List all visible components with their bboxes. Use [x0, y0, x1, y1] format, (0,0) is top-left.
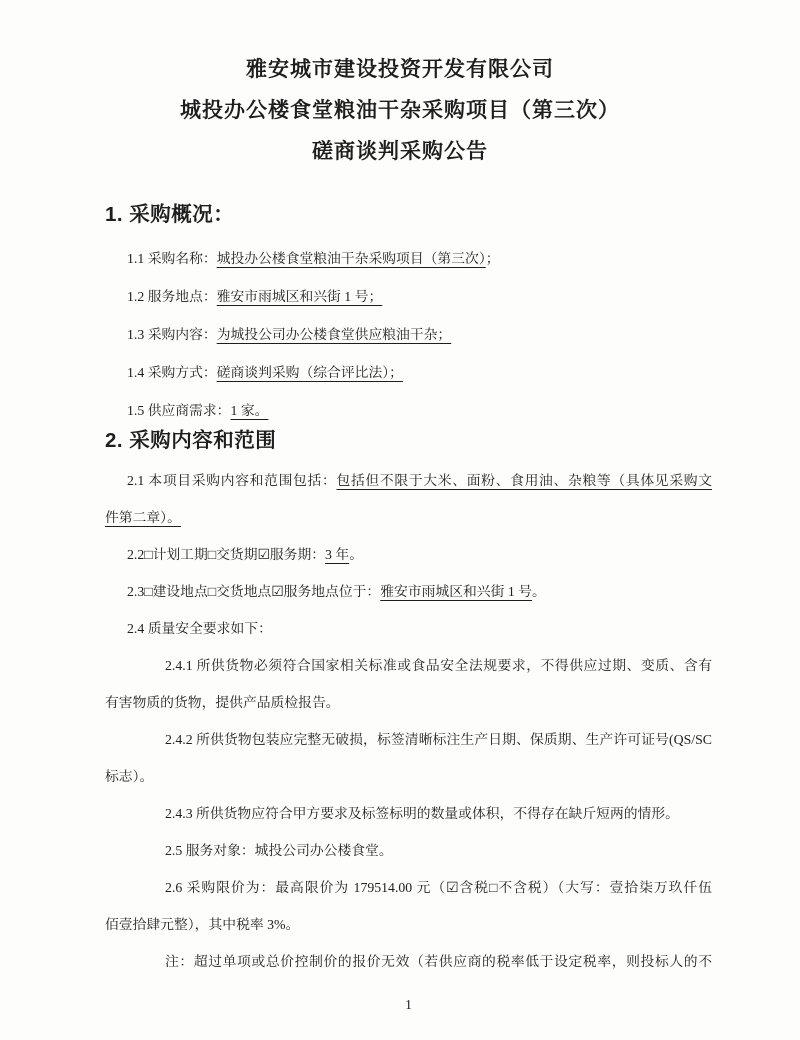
line-text: 2.1 本项目采购内容和范围包括： — [127, 473, 337, 488]
line-text: 2.4 质量安全要求如下： — [127, 621, 272, 636]
line-text: 1.3 采购内容： — [127, 327, 217, 342]
line-text: 标志）。 — [105, 769, 154, 784]
underlined-value: 雅安市雨城区和兴街 1 号 — [380, 584, 532, 599]
doc-line — [105, 869, 712, 906]
line-text: 2.2□计划工期□交货期☑服务期： — [127, 547, 326, 562]
doc-line — [105, 684, 712, 721]
line-text: 。 — [349, 547, 363, 562]
line-text: 1.2 服务地点： — [127, 289, 217, 304]
line-text: 1.1 采购名称： — [127, 251, 217, 266]
title-line-project: 城投办公楼食堂粮油干杂采购项目（第三次） — [180, 98, 620, 122]
line-text: 2.5 服务对象：城投公司办公楼食堂。 — [165, 843, 393, 858]
line-text: 注：超过单项或总价控制价的报价无效（若供应商的税率低于设定税率，则投标人的不 — [165, 954, 712, 969]
line-text: 2.4.1 所供货物必须符合国家相关标准或食品安全法规要求，不得供应过期、变质、含有 — [165, 658, 712, 673]
doc-line — [105, 906, 712, 943]
section-heading: 2. 采购内容和范围 — [105, 429, 277, 452]
title-line-company: 雅安城市建设投资开发有限公司 — [246, 57, 554, 81]
doc-line — [105, 316, 712, 354]
underlined-value: 雅安市雨城区和兴街 1 号； — [216, 289, 383, 304]
doc-line — [105, 795, 712, 832]
line-text: 2.3□建设地点□交货地点☑服务地点位于： — [127, 584, 381, 599]
underlined-value: 包括但不限于大米、面粉、食用油、杂粮等（具体见采购文 — [336, 473, 712, 488]
doc-line — [105, 721, 712, 758]
page-number: 1 — [405, 997, 412, 1012]
title-line-notice: 磋商谈判采购公告 — [312, 139, 488, 163]
line-text: 有害物质的货物，提供产品质检报告。 — [105, 695, 340, 710]
line-text: 2.4.2 所供货物包装应完整无破损，标签清晰标注生产日期、保质期、生产许可证号(QS/SC — [165, 732, 712, 747]
doc-line — [105, 610, 712, 647]
doc-line — [105, 943, 712, 980]
doc-line — [105, 499, 712, 536]
line-text: ； — [485, 251, 500, 266]
underlined-value: 为城投公司办公楼食堂供应粮油干杂； — [216, 327, 452, 342]
doc-line — [105, 758, 712, 795]
underlined-value: 城投办公楼食堂粮油干杂采购项目（第三次） — [216, 251, 486, 266]
doc-line — [105, 536, 712, 573]
line-text: 1.4 采购方式： — [127, 365, 217, 380]
doc-line — [105, 832, 712, 869]
underlined-value: 1 家。 — [230, 403, 269, 418]
doc-line — [105, 278, 712, 316]
line-text: 。 — [532, 584, 546, 599]
line-text: 2.4.3 所供货物应符合甲方要求及标签标明的数量或体积，不得存在缺斤短两的情形。 — [165, 806, 679, 821]
underlined-value: 3 年 — [325, 547, 350, 562]
underlined-value: 磋商谈判采购（综合评比法）； — [216, 365, 403, 380]
doc-line — [105, 354, 712, 392]
document-title — [0, 0, 800, 172]
doc-line — [105, 573, 712, 610]
section-heading: 1. 采购概况： — [105, 203, 235, 226]
document-body — [105, 198, 712, 980]
underlined-value: 件第二章）。 — [105, 510, 181, 525]
doc-line — [105, 240, 712, 278]
doc-line — [105, 462, 712, 499]
line-text: 2.6 采购限价为：最高限价为 179514.00 元（☑含税□不含税）（大写：壹拾柒万玖仟伍 — [165, 880, 712, 895]
doc-line — [105, 647, 712, 684]
line-text: 佰壹拾肆元整），其中税率 3%。 — [105, 917, 300, 932]
line-text: 1.5 供应商需求： — [127, 403, 231, 418]
